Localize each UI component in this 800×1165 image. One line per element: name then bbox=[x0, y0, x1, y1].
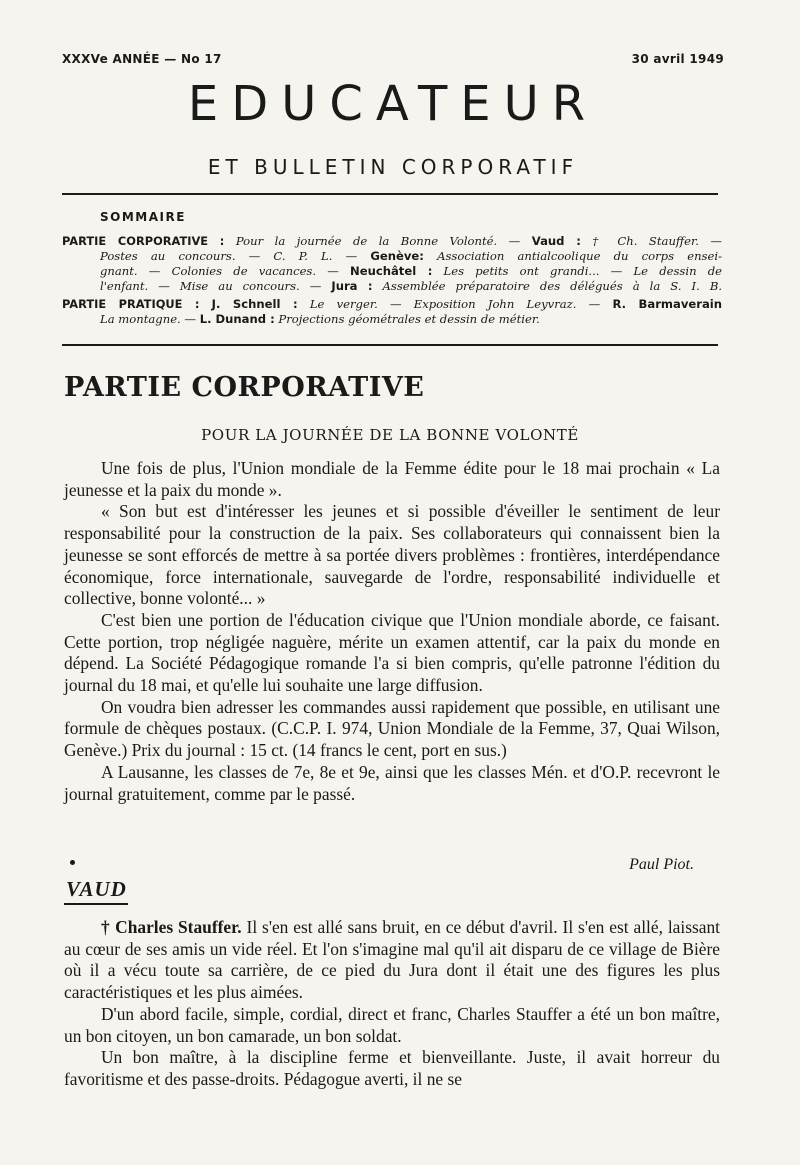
toc-section-label: PARTIE PRATIQUE : bbox=[62, 297, 200, 311]
paragraph: A Lausanne, les classes de 7e, 8e et 9e, ainsi que les classes Mén. et d'O.P. recevront le journal gratuitement, comme par le passé. bbox=[64, 761, 720, 804]
toc-author: J. Schnell : bbox=[211, 297, 298, 311]
section-heading: PARTIE CORPORATIVE bbox=[64, 372, 425, 403]
toc-text: gnant. — Colonies de vacances. — bbox=[100, 264, 339, 278]
paragraph: Une fois de plus, l'Union mondiale de la Femme édite pour le 18 mai prochain « La jeunesse et la paix du monde ». bbox=[64, 458, 720, 500]
toc-text: Le verger. — Exposition John Leyvraz. — bbox=[309, 297, 601, 311]
toc-text: Pour la journée de la Bonne Volonté. — bbox=[235, 234, 521, 248]
paragraph: On voudra bien adresser les commandes aussi rapidement que possible, en utilisant une formule de chèques postaux. (C.C.P. I. 974, Union Mondiale de la Femme, 37, Quai Wilson, Genève.) Prix du journal : 15 ct. (14 francs le cent, port en sus.) bbox=[64, 696, 720, 761]
issue-number: XXXVe ANNÉE — No 17 bbox=[62, 52, 222, 66]
toc-section-label: PARTIE CORPORATIVE : bbox=[62, 234, 225, 248]
divider-top bbox=[62, 193, 718, 195]
toc-text: La montagne. — bbox=[100, 312, 197, 326]
sommaire-heading: SOMMAIRE bbox=[100, 210, 186, 224]
issue-line bbox=[62, 52, 724, 66]
toc-canton: Vaud : bbox=[531, 234, 581, 248]
toc-text: Projections géométrales et dessin de métier. bbox=[278, 312, 540, 326]
vaud-heading: VAUD bbox=[66, 877, 127, 901]
paragraph: D'un abord facile, simple, cordial, direct et franc, Charles Stauffer a été un bon maître, un bon citoyen, un bon camarade, un bon soldat. bbox=[64, 1003, 720, 1046]
sommaire-corporative bbox=[62, 234, 722, 294]
paragraph: Un bon maître, à la discipline ferme et bienveillante. Juste, il avait horreur du favoritisme et des passe-droits. Pédagogue averti, il ne se bbox=[64, 1047, 720, 1089]
vaud-underline bbox=[64, 903, 128, 905]
toc-canton: Genève: bbox=[370, 249, 424, 263]
toc-canton: Jura : bbox=[331, 279, 373, 293]
vaud-body bbox=[64, 917, 720, 1091]
article-body bbox=[64, 458, 720, 805]
toc-text: Assemblée préparatoire des délégués à la S. I. B. bbox=[382, 279, 723, 293]
masthead-subtitle: ET BULLETIN CORPORATIF bbox=[207, 155, 579, 179]
toc-author: R. Barmaverain bbox=[612, 297, 723, 311]
masthead-title: EDUCATEUR bbox=[187, 76, 599, 132]
toc-text: Les petits ont grandi... — Le dessin de bbox=[443, 264, 723, 278]
toc-text: l'enfant. — Mise au concours. — bbox=[100, 279, 322, 293]
person-name: Charles Stauffer. bbox=[115, 917, 242, 937]
toc-text: Postes au concours. — C. P. L. — bbox=[100, 249, 358, 263]
article-title: POUR LA JOURNÉE DE LA BONNE VOLONTÉ bbox=[201, 426, 579, 444]
dagger-icon: † bbox=[101, 917, 111, 937]
toc-author: L. Dunand : bbox=[199, 312, 275, 326]
paragraph bbox=[64, 917, 720, 1004]
paragraph-text: Il s'en est allé sans bruit, en ce début d'avril. Il s'en est allé, laissant au cœur de ses amis un vide réel. Et l'on s'imagine mal qu'il ait disparu de ce village de Bière où il a vécu toute sa carrière, de ce pied du Jura dont il était une des figures les plus caractéristiques et les plus aimées. bbox=[64, 917, 720, 1003]
toc-text: † Ch. Stauffer. — bbox=[592, 234, 722, 248]
paragraph: C'est bien une portion de l'éducation civique que l'Union mondiale aborde, ce faisant. Cette portion, trop négligée naguère, mérite un examen attentif, car la paix du monde en dépend. La Société Pédagogique romande l'a si bien compris, qu'elle patronne l'édition du journal du 18 mai, et qu'elle lui souhaite une large diffusion. bbox=[64, 609, 720, 696]
sommaire-pratique bbox=[62, 297, 722, 327]
issue-date: 30 avril 1949 bbox=[631, 52, 724, 66]
toc-text: Association antialcoolique du corps ensei- bbox=[437, 249, 722, 263]
toc-canton: Neuchâtel : bbox=[350, 264, 433, 278]
divider-sommaire bbox=[62, 344, 718, 346]
paragraph: « Son but est d'intéresser les jeunes et si possible d'éveiller le sentiment de leur responsabilité pour la construction de la paix. Ses collaborateurs qui connaissent bien la jeunesse se sont efforcés de mettre à sa portée divers problèmes : frontières, interdépendance économique, force internationale, sauvegarde de l'ordre, responsabilité individuelle et collective, bonne volonté... » bbox=[64, 501, 720, 609]
signature: Paul Piot. bbox=[629, 856, 694, 873]
